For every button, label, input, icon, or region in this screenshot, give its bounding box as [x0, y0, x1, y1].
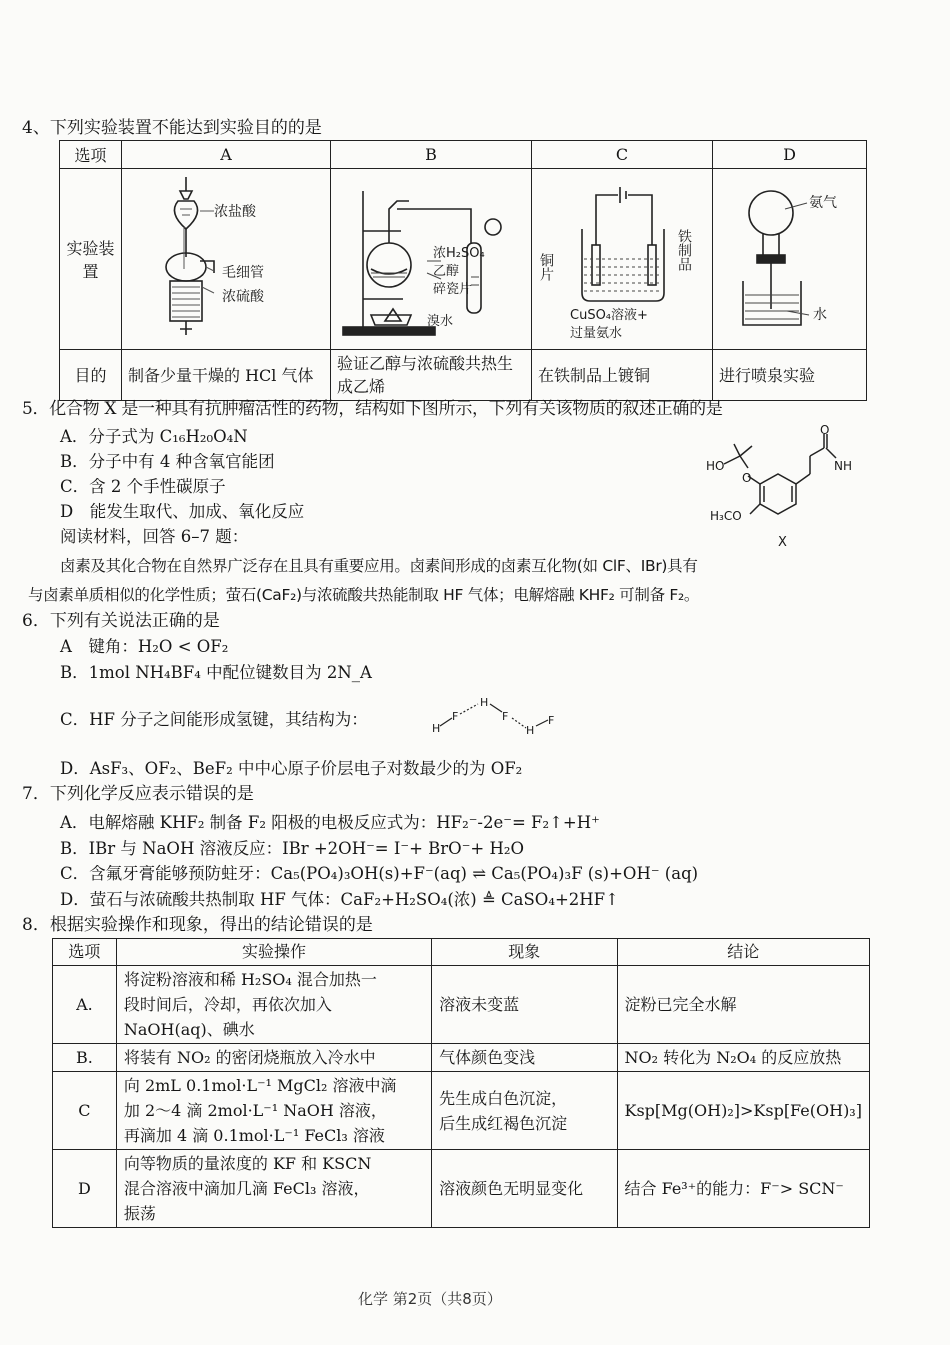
q4-goal-a: 制备少量干燥的 HCl 气体	[122, 350, 331, 401]
reading-text-2: 与卤素单质相似的化学性质；萤石(CaF₂)与浓硫酸共热能制取 HF 气体；电解熔融 KHF₂ 可制备 F₂。	[28, 586, 700, 604]
q4-row-apparatus-label: 实验装置	[60, 169, 122, 350]
q4-goal-d: 进行喷泉实验	[713, 350, 867, 401]
q5-option-c: C．含 2 个手性碳原子	[60, 477, 226, 496]
apparatus-c-label-iron: 铁制品	[676, 229, 692, 271]
q4-header-a: A	[122, 141, 331, 169]
q7-option-c: C．含氟牙膏能够预防蛀牙：Ca₅(PO₄)₃OH(s)+F⁻(aq) ⇌ Ca₅(PO₄)₃F (s)+OH⁻ (aq)	[60, 864, 699, 883]
apparatus-b-label-chips: 碎瓷片	[433, 282, 473, 297]
q8-row-a-op-line: NaOH(aq)、碘水	[123, 1020, 255, 1039]
compound-x-structure	[700, 424, 890, 554]
q8-header-conclusion: 结论	[617, 939, 869, 966]
apparatus-b-label-h2so4: 浓H₂SO₄	[433, 246, 485, 261]
q8-row-d-op-line: 混合溶液中滴加几滴 FeCl₃ 溶液，	[123, 1179, 370, 1198]
reading-intro: 阅读材料，回答 6–7 题：	[60, 527, 249, 546]
struct-label-ho: HO	[706, 459, 725, 473]
apparatus-a-label-hcl: 浓盐酸	[214, 204, 256, 220]
q8-row-a-phenomenon: 溶液未变蓝	[432, 966, 617, 1044]
q4-header-option: 选项	[60, 141, 122, 169]
q4-header-b: B	[331, 141, 532, 169]
apparatus-b-diagram	[331, 169, 531, 345]
apparatus-a-label-capillary: 毛细管	[222, 265, 264, 281]
apparatus-d-label-water: 水	[813, 307, 827, 323]
hf-hydrogen-bond-structure	[428, 694, 568, 738]
q8-row-d-option: D	[53, 1150, 117, 1228]
q6-option-b: B．1mol NH₄BF₄ 中配位键数目为 2N_A	[60, 663, 372, 682]
q7-option-d: D．萤石与浓硫酸共热制取 HF 气体：CaF₂+H₂SO₄(浓) ≜ CaSO₄+2HF↑	[60, 890, 619, 909]
hf-label-f1: F	[452, 710, 459, 723]
q8-row-c-ph-line: 先生成白色沉淀，	[439, 1088, 568, 1108]
q8-row-c-operation	[116, 1072, 431, 1150]
q6-stem: 6．下列有关说法正确的是	[22, 611, 220, 631]
q7-stem: 7．下列化学反应表示错误的是	[22, 784, 254, 804]
struct-label-nh: NH	[834, 459, 852, 473]
q8-row-a-option: A.	[53, 966, 117, 1044]
q8-stem: 8．根据实验操作和现象，得出的结论错误的是	[22, 915, 373, 935]
q8-row-a-conclusion: 淀粉已完全水解	[617, 966, 869, 1044]
struct-label-carbonyl-o: O	[820, 424, 830, 437]
q5-option-d: D 能发生取代、加成、氧化反应	[60, 502, 305, 521]
apparatus-b-label-ethanol: 乙醇	[433, 264, 460, 279]
q6-option-a: A 键角：H₂O < OF₂	[60, 637, 229, 656]
hf-label-h2: H	[480, 696, 489, 709]
q4-apparatus-b	[331, 169, 532, 350]
hf-label-f2: F	[502, 710, 509, 723]
q8-row-b-phenomenon: 气体颜色变浅	[432, 1044, 617, 1072]
q8-row-d-op-line: 振荡	[123, 1204, 156, 1223]
struct-label-ether-o: O	[742, 471, 752, 485]
q7-option-a: A．电解熔融 KHF₂ 制备 F₂ 阳极的电极反应式为：HF₂⁻-2e⁻= F₂↑+H⁺	[60, 813, 600, 832]
reading-text-1: 卤素及其化合物在自然界广泛存在且具有重要应用。卤素间形成的卤素互化物(如 ClF、IBr)具有	[60, 557, 698, 575]
q8-table	[52, 938, 870, 1228]
q8-row-a-op-line: 将淀粉溶液和稀 H₂SO₄ 混合加热一	[123, 970, 377, 989]
q6-option-d: D．AsF₃、OF₂、BeF₂ 中中心原子价层电子对数最少的为 OF₂	[60, 759, 523, 778]
q8-row-c-op-line: 再滴加 4 滴 0.1mol·L⁻¹ FeCl₃ 溶液	[123, 1126, 385, 1145]
q8-row-b-conclusion: NO₂ 转化为 N₂O₄ 的反应放热	[617, 1044, 869, 1072]
q8-row-a	[53, 966, 870, 1044]
q8-row-c-option: C	[53, 1072, 117, 1150]
q8-row-a-operation	[116, 966, 431, 1044]
q8-row-d	[53, 1150, 870, 1228]
apparatus-d-diagram	[713, 169, 866, 345]
q4-header-c: C	[532, 141, 713, 169]
apparatus-c-label-ammonia: 过量氨水	[570, 326, 623, 341]
q4-row-goal-label: 目的	[60, 350, 122, 401]
apparatus-b-label-bromine: 溴水	[427, 314, 454, 329]
q8-row-d-conclusion: 结合 Fe³⁺的能力：F⁻> SCN⁻	[617, 1150, 869, 1228]
q4-apparatus-a	[122, 169, 331, 350]
q8-header-phenomenon: 现象	[432, 939, 617, 966]
q4-apparatus-d	[713, 169, 867, 350]
apparatus-c-label-copper: 铜片	[538, 253, 554, 281]
q4-table	[59, 140, 867, 401]
q8-row-d-op-line: 向等物质的量浓度的 KF 和 KSCN	[123, 1154, 372, 1173]
q8-row-b-option: B.	[53, 1044, 117, 1072]
q8-row-c-ph-line: 后生成红褐色沉淀	[439, 1113, 568, 1133]
q8-header-option: 选项	[53, 939, 117, 966]
q6-option-c: C．HF 分子之间能形成氢键，其结构为：	[60, 710, 368, 729]
q8-row-c-op-line: 加 2～4 滴 2mol·L⁻¹ NaOH 溶液，	[123, 1101, 387, 1120]
hf-label-f3: F	[548, 714, 555, 727]
apparatus-c-label-cuso4: CuSO₄溶液+	[570, 308, 648, 323]
q8-row-c	[53, 1072, 870, 1150]
q5-option-a: A．分子式为 C₁₆H₂₀O₄N	[60, 427, 248, 446]
page-footer: 化学 第2页（共8页）	[358, 1290, 502, 1308]
q8-row-c-op-line: 向 2mL 0.1mol·L⁻¹ MgCl₂ 溶液中滴	[123, 1076, 397, 1095]
struct-label-x: X	[778, 535, 787, 550]
q8-row-a-op-line: 段时间后，冷却，再依次加入	[123, 995, 332, 1014]
apparatus-a-label-h2so4: 浓硫酸	[222, 289, 264, 305]
q4-goal-c: 在铁制品上镀铜	[532, 350, 713, 401]
q5-option-b: B．分子中有 4 种含氧官能团	[60, 452, 275, 471]
q5-stem: 5．化合物 X 是一种具有抗肿瘤活性的药物，结构如下图所示，下列有关该物质的叙述正确的是	[22, 399, 723, 419]
q7-option-b: B．IBr 与 NaOH 溶液反应：IBr +2OH⁻= I⁻+ BrO⁻+ H₂O	[60, 839, 525, 858]
struct-label-h3co: H₃CO	[710, 509, 742, 523]
q4-goal-b: 验证乙醇与浓硫酸共热生成乙烯	[331, 350, 532, 401]
apparatus-d-label-ammonia: 氨气	[809, 195, 837, 211]
hf-label-h3: H	[526, 724, 535, 737]
q8-header-operation: 实验操作	[116, 939, 431, 966]
q8-row-c-phenomenon	[432, 1072, 617, 1150]
q8-row-d-phenomenon: 溶液颜色无明显变化	[432, 1150, 617, 1228]
q4-header-d: D	[713, 141, 867, 169]
q4-apparatus-c	[532, 169, 713, 350]
q8-row-b	[53, 1044, 870, 1072]
apparatus-c-diagram	[532, 169, 712, 345]
q8-row-c-conclusion: Ksp[Mg(OH)₂]>Ksp[Fe(OH)₃]	[617, 1072, 869, 1150]
q4-stem: 4、下列实验装置不能达到实验目的的是	[22, 118, 322, 138]
q8-row-b-operation: 将装有 NO₂ 的密闭烧瓶放入冷水中	[116, 1044, 431, 1072]
q8-row-d-operation	[116, 1150, 431, 1228]
apparatus-a-diagram	[122, 169, 330, 345]
hf-label-h1: H	[432, 722, 441, 735]
